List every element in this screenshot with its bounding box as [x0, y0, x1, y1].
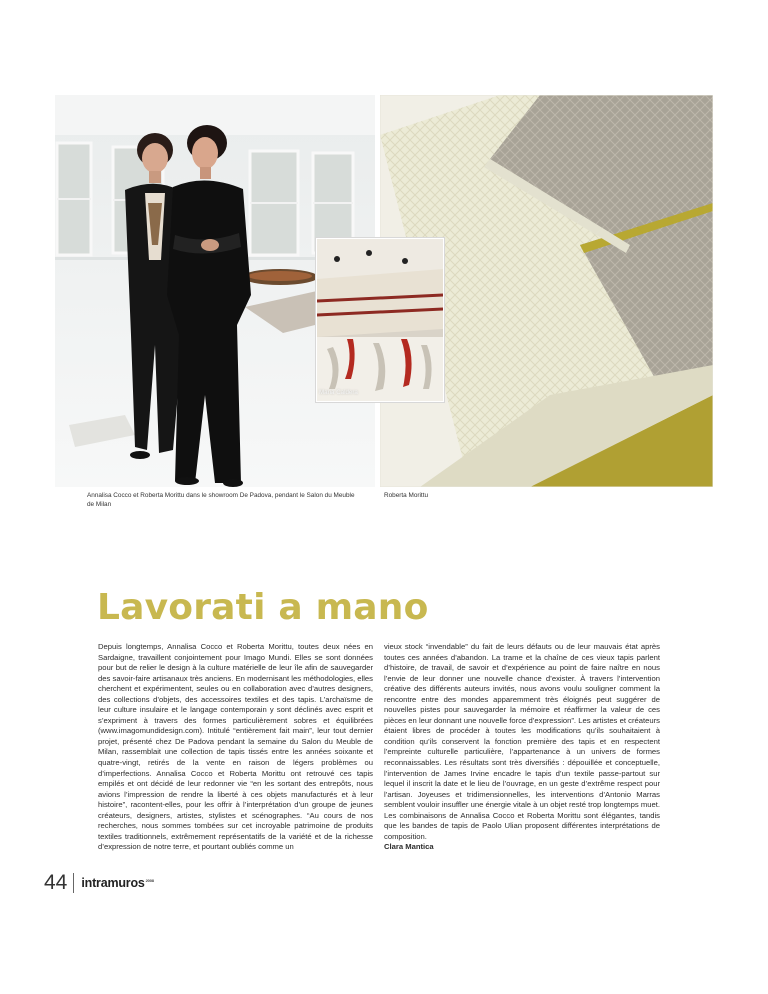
rugs-photo-caption: Roberta Morittu: [384, 492, 429, 499]
magazine-logo: [81, 876, 153, 890]
inset-photo-caption: Maria Caldera: [319, 389, 358, 396]
article-column-right-text: vieux stock “invendable” du fait de leurs défauts ou de leur mauvais état après toutes ces années d’abandon. La trame et la chaîne de ces vieux tapis parlent d’histoire, de travail, de savoir et d’expérience au point de faire naître en nous l’envie de leur donner une nouvelle chance d’exister. À travers l’intervention créative des différents auteurs invités, nous avons voulu souligner comment la rencontre entre des mondes apparemment très éloignés peut suggérer de nouvelles pistes pour sauvegarder la mémoire et réaffirmer la valeur de ces pièces en leur donnant une nouvelle force d’expression”. Les artistes et créateurs étaient libres de procéder à toutes les modifications qu’ils souhaitaient à condition qu’ils conservent la fonction première des tapis et en respectent l’empreinte culturelle particulière, l’appartenance à un univers de formes reconnaissables. Les résultats sont très diversifiés : dépouillée et conceptuelle, l’intervention de James Irvine encadre le tapis d’un textile passe-partout sur lequel il inscrit la date et le lieu de l’ouvrage, en un geste d’extrême respect pour l’artisan. Joyeuses et tridimensionnelles, les interventions d’Antonio Marras semblent vouloir insuffler une énergie vitale à un objet resté trop longtemps muet. Les combinaisons de Annalisa Cocco et Roberta Morittu sont élégantes, tandis que les bandes de tapis de Paolo Ulian proposent différentes interprétations de composition.: [384, 642, 660, 841]
footer-divider: [73, 873, 74, 893]
article-column-left: Depuis longtemps, Annalisa Cocco et Roberta Morittu, toutes deux nées en Sardaigne, travaillent conjointement pour Imago Mundi. Elles se sont données pour but de relier le design à la culture matérielle de leur île afin de sauvegarder des savoir-faire artisanaux très anciens. En modernisant les méthodologies, elles cherchent et expérimentent, seules ou en collaboration avec d’autres designers, des collections d’objets, des accessoires textiles et des tapis. L’archaïsme de leur culture insulaire et le langage contemporain y sont déclinés avec esprit et s’expriment à travers des formes particulièrement sobres et équilibrées (www.imagomundidesign.com). Intitulé “entièrement fait main”, leur tout dernier projet, présenté chez De Padova pendant la semaine du Salon du Meuble de Milan, rassemblait une collection de tapis tissés entre les années soixante et quatre-vingt, retirés de la vente en raison de légers problèmes ou d’imperfections. Annalisa Cocco et Roberta Morittu ont retrouvé ces tapis empilés et ont décidé de leur redonner vie “en les sortant des entrepôts, nous avions l’impression de rendre la liberté à ces objets manufacturés et à leur histoire”, racontent-elles, pour les offrir à l’interprétation d’un groupe de jeunes créateurs, designers, artistes, stylistes et scénographes. “Au cours de nos recherches, nous sommes tombées sur cet incroyable patrimoine de produits textiles traditionnels, extrêmement représentatifs de la variété et de la richesse d’expression de notre terre, et pourtant oubliés comme un: [98, 642, 373, 852]
page-footer: [44, 870, 154, 896]
showroom-photo-caption: Annalisa Cocco et Roberta Morittu dans le showroom De Padova, pendant le Salon du Meuble de Milan: [87, 492, 355, 508]
page-number: 44: [44, 871, 68, 894]
textile-inset-photo: [316, 238, 444, 402]
article-author: Clara Mantica: [384, 842, 434, 852]
magazine-logo-superscript: 2008: [145, 877, 154, 883]
article-title: Lavorati a mano: [97, 587, 429, 628]
article-column-right: [384, 642, 660, 853]
magazine-logo-text: intramuros: [81, 876, 145, 890]
